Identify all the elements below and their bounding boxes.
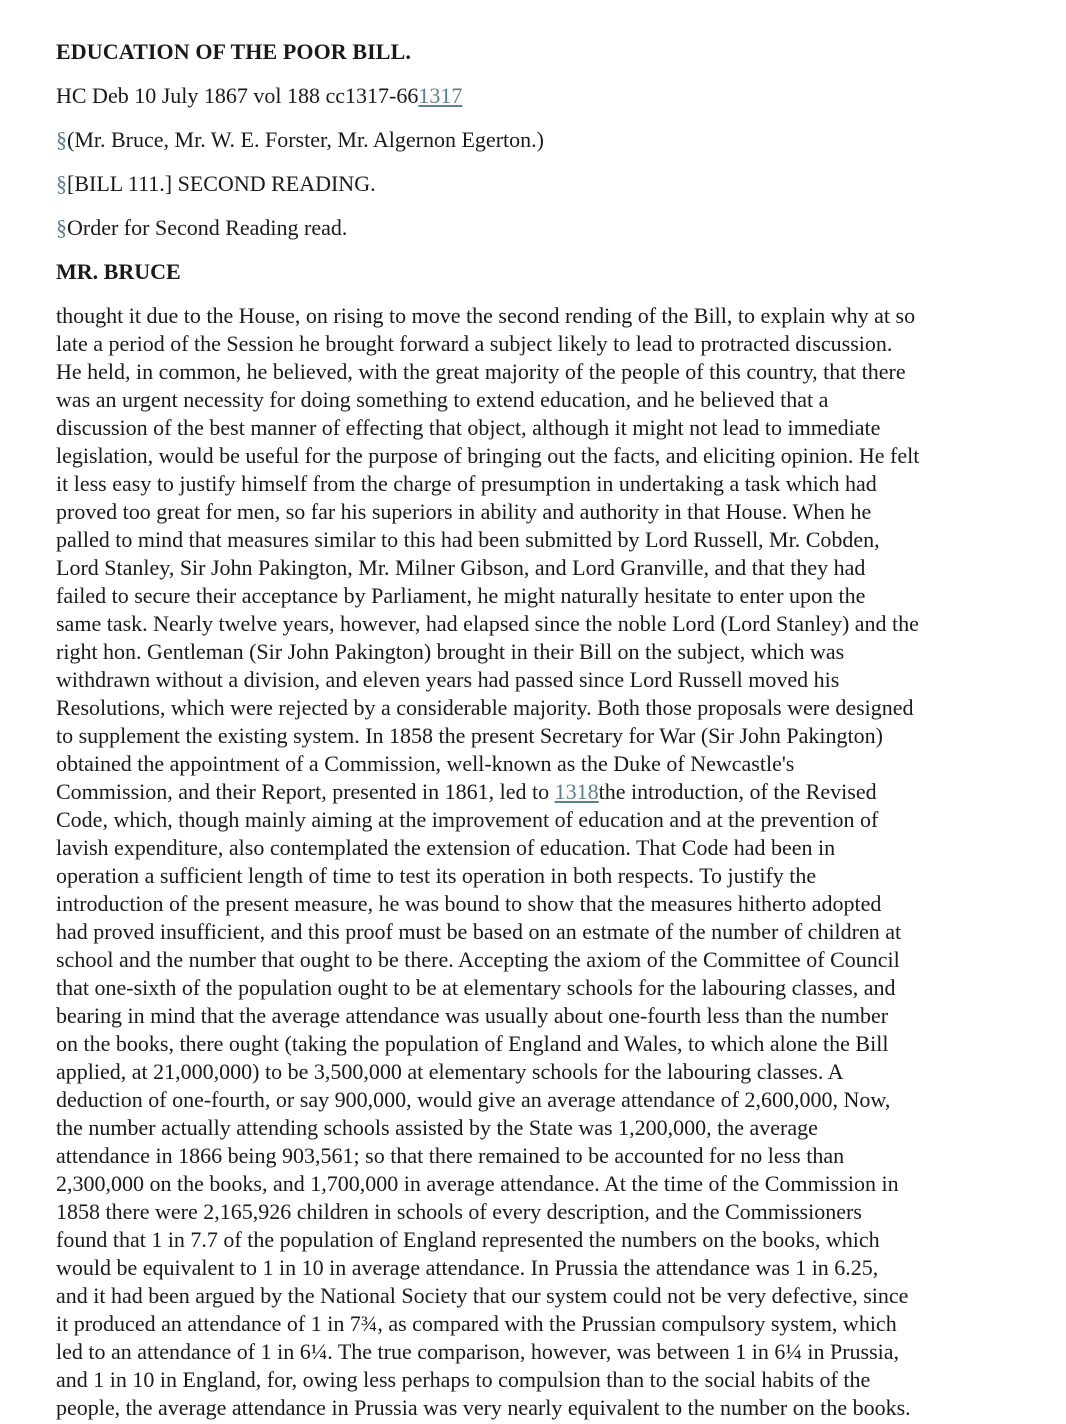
stage-text: [BILL 111.] SECOND READING. xyxy=(67,171,376,196)
speech-line: discussion of the best manner of effecting that object, although it might not lead to immediate xyxy=(56,415,881,440)
section-link[interactable]: § xyxy=(56,171,67,196)
section-link[interactable]: § xyxy=(56,127,67,152)
sponsors-line xyxy=(56,126,544,154)
speech-line: 1858 there were 2,165,926 children in schools of every description, and the Commissioners xyxy=(56,1199,862,1224)
speech-line: that one-sixth of the population ought to be at elementary schools for the labouring classes, and xyxy=(56,975,896,1000)
column-link-1317[interactable]: 1317 xyxy=(418,83,463,108)
speech-line-part: the introduction, of the Revised xyxy=(598,779,877,804)
speech-body xyxy=(56,302,1006,1422)
speech-line: proved too great for men, so far his superiors in ability and authority in that House. When he xyxy=(56,499,872,524)
speech-line: obtained the appointment of a Commission, well-known as the Duke of Newcastle's xyxy=(56,751,795,776)
speech-line: was an urgent necessity for doing something to extend education, and he believed that a xyxy=(56,387,829,412)
speech-line: on the books, there ought (taking the population of England and Wales, to which alone the Bill xyxy=(56,1031,889,1056)
speech-line: to supplement the existing system. In 1858 the present Secretary for War (Sir John Pakington) xyxy=(56,723,883,748)
speech-line: attendance in 1866 being 903,561; so that there remained to be accounted for no less than xyxy=(56,1143,845,1168)
speech-line: it less easy to justify himself from the charge of presumption in undertaking a task which had xyxy=(56,471,877,496)
stage-line xyxy=(56,170,376,198)
speech-line: would be equivalent to 1 in 10 in average attendance. In Prussia the attendance was 1 in 6.25, xyxy=(56,1255,879,1280)
speech-line: withdrawn without a division, and eleven years had passed since Lord Russell moved his xyxy=(56,667,840,692)
speech-line: late a period of the Session he brought forward a subject likely to lead to protracted discussion. xyxy=(56,331,893,356)
speech-line: found that 1 in 7.7 of the population of England represented the numbers on the books, which xyxy=(56,1227,880,1252)
speech-line: applied, at 21,000,000) to be 3,500,000 at elementary schools for the labouring classes. A xyxy=(56,1059,844,1084)
speech-line: right hon. Gentleman (Sir John Pakington) brought in their Bill on the subject, which was xyxy=(56,639,845,664)
speech-line: lavish expenditure, also contemplated the extension of education. That Code had been in xyxy=(56,835,836,860)
speech-line: and 1 in 10 in England, for, owing less perhaps to compulsion than to the social habits of the xyxy=(56,1367,871,1392)
speech-line: He held, in common, he believed, with the great majority of the people of this country, that there xyxy=(56,359,906,384)
speech-line: the number actually attending schools assisted by the State was 1,200,000, the average xyxy=(56,1115,818,1140)
speech-line: had proved insufficient, and this proof must be based on an estmate of the number of children at xyxy=(56,919,902,944)
speech-line: Resolutions, which were rejected by a considerable majority. Both those proposals were designed xyxy=(56,695,914,720)
speech-line: it produced an attendance of 1 in 7¾, as compared with the Prussian compulsory system, which xyxy=(56,1311,897,1336)
section-link[interactable]: § xyxy=(56,215,67,240)
speech-line: deduction of one-fourth, or say 900,000, would give an average attendance of 2,600,000, Now, xyxy=(56,1087,891,1112)
citation-text: HC Deb 10 July 1867 vol 188 cc1317-66 xyxy=(56,83,419,108)
speech-line: 2,300,000 on the books, and 1,700,000 in average attendance. At the time of the Commission in xyxy=(56,1171,899,1196)
speech-line xyxy=(56,778,1006,806)
sponsors-text: (Mr. Bruce, Mr. W. E. Forster, Mr. Algernon Egerton.) xyxy=(67,127,544,152)
column-link-1318[interactable]: 1318 xyxy=(554,779,599,804)
speech-line: same task. Nearly twelve years, however, had elapsed since the noble Lord (Lord Stanley) and the xyxy=(56,611,919,636)
speech-line: Lord Stanley, Sir John Pakington, Mr. Milner Gibson, and Lord Granville, and that they had xyxy=(56,555,866,580)
citation-line xyxy=(56,82,462,110)
speech-line: and it had been argued by the National Society that our system could not be very defective, since xyxy=(56,1283,909,1308)
speech-line: led to an attendance of 1 in 6¼. The true comparison, however, was between 1 in 6¼ in Prussia, xyxy=(56,1339,900,1364)
page-title: EDUCATION OF THE POOR BILL. xyxy=(56,39,411,64)
speech-line: school and the number that ought to be there. Accepting the axiom of the Committee of Council xyxy=(56,947,900,972)
speech-line: legislation, would be useful for the purpose of bringing out the facts, and eliciting opinion. He felt xyxy=(56,443,920,468)
speech-line: operation a sufficient length of time to test its operation in both respects. To justify the xyxy=(56,863,817,888)
speech-line: introduction of the present measure, he was bound to show that the measures hitherto adopted xyxy=(56,891,882,916)
speech-line: bearing in mind that the average attendance was usually about one-fourth less than the number xyxy=(56,1003,889,1028)
speech-line: people, the average attendance in Prussia was very nearly equivalent to the number on the books. xyxy=(56,1395,911,1420)
speech-line: failed to secure their acceptance by Parliament, he might naturally hesitate to enter upon the xyxy=(56,583,866,608)
order-text: Order for Second Reading read. xyxy=(67,215,348,240)
speech-line: palled to mind that measures similar to this had been submitted by Lord Russell, Mr. Cobden, xyxy=(56,527,880,552)
order-line xyxy=(56,214,347,242)
speaker-name: MR. BRUCE xyxy=(56,259,181,284)
speech-line: Code, which, though mainly aiming at the improvement of education and at the prevention of xyxy=(56,807,879,832)
speech-line-part: Commission, and their Report, presented in 1861, led to xyxy=(56,779,555,804)
speech-line: thought it due to the House, on rising to move the second rending of the Bill, to explain why at so xyxy=(56,303,916,328)
